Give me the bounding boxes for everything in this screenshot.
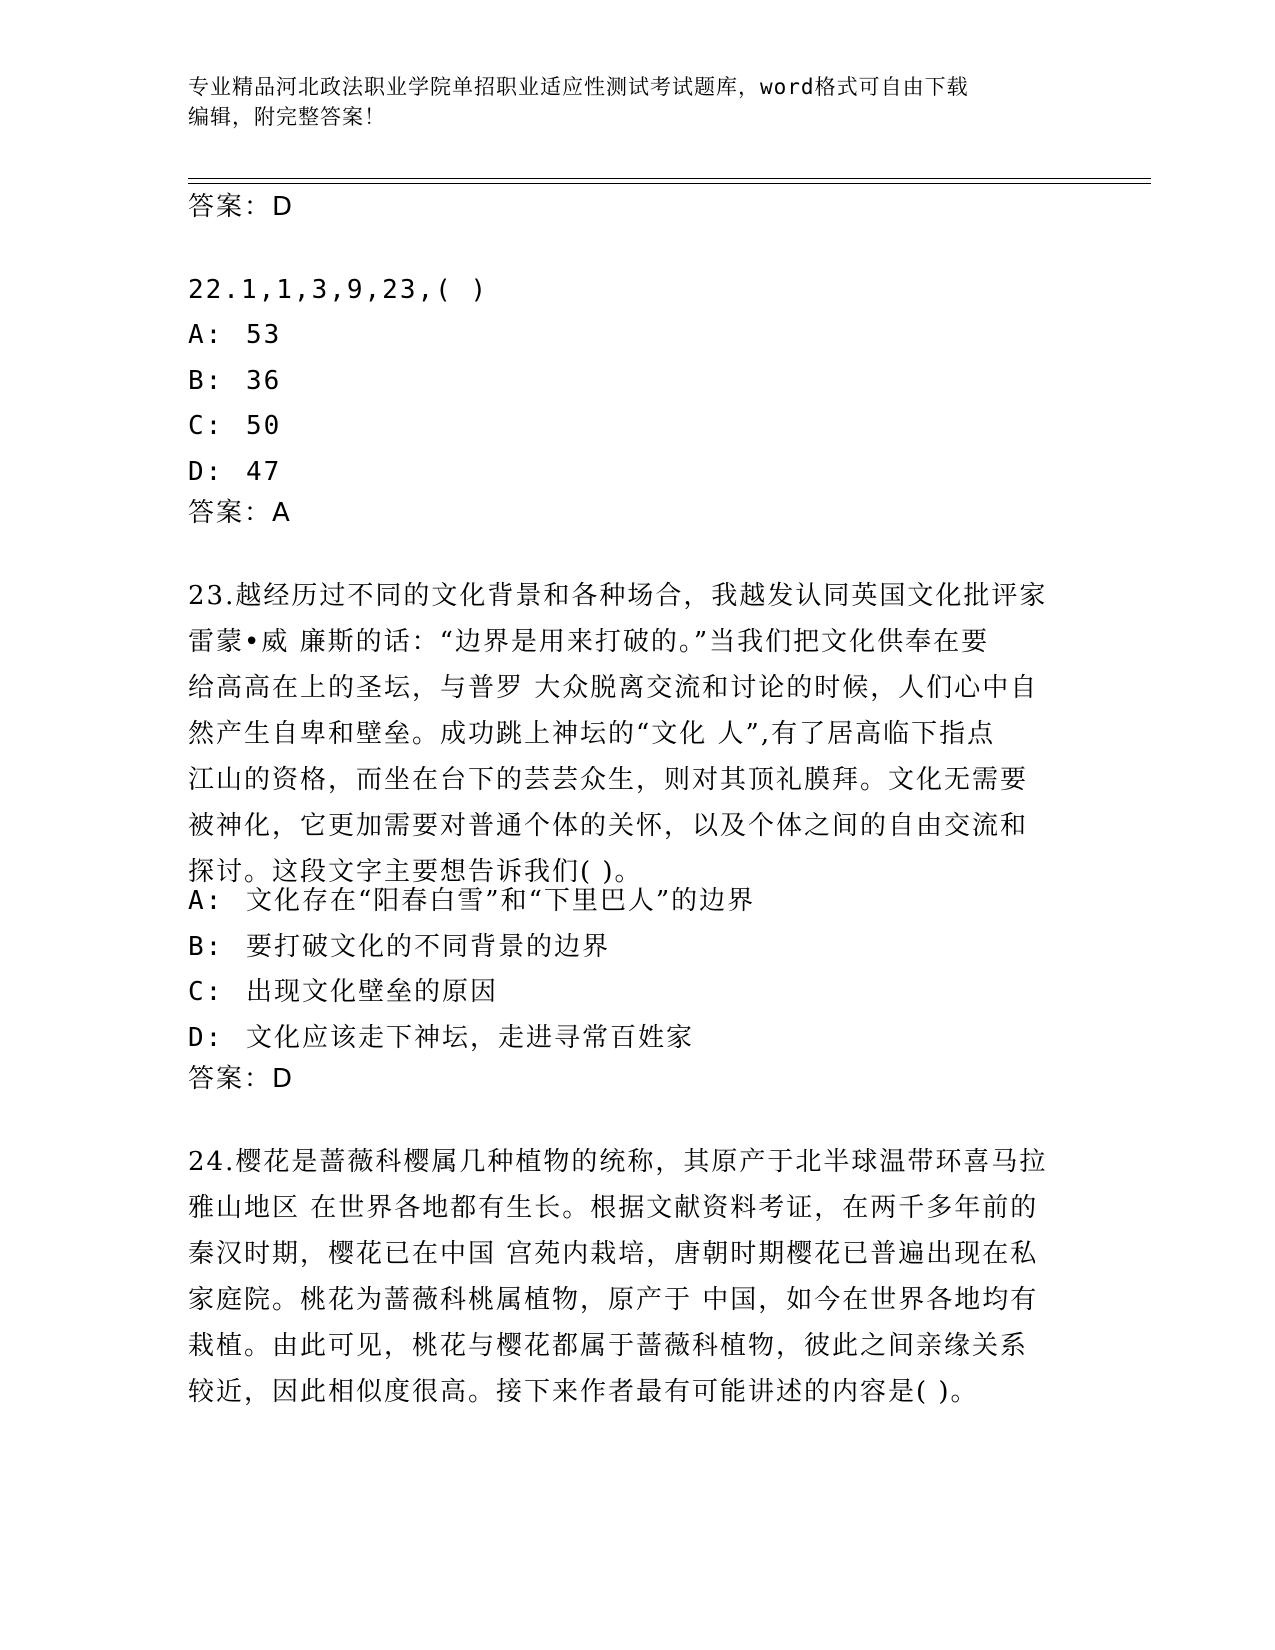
option-key: D: [188, 456, 224, 487]
question-23-line: 然产生自卑和壁垒。成功跳上神坛的“文化 人”,有了居高临下指点 [188, 719, 996, 749]
question-23-line: 给高高在上的圣坛，与普罗 大众脱离交流和讨论的时候，人们心中自 [188, 673, 1039, 703]
question-23-line: 23.越经历过不同的文化背景和各种场合，我越发认同英国文化批评家 [188, 581, 1048, 611]
option-text: 47 [246, 456, 282, 487]
question-22-answer: 答案：A [188, 498, 292, 528]
question-23-options [188, 879, 1068, 1061]
question-24-line: 栽植。由此可见，桃花与樱花都属于蔷薇科植物，彼此之间亲缘关系 [188, 1331, 1029, 1361]
question-22-option-b [188, 359, 1068, 405]
option-text: 53 [246, 320, 282, 350]
question-23-option-a [188, 879, 1068, 925]
header-divider-bottom [188, 183, 1151, 184]
question-23-option-d [188, 1016, 1068, 1062]
option-text: 50 [246, 411, 282, 441]
header-divider-top [188, 178, 1151, 179]
header-line-1: 专业精品河北政法职业学院单招职业适应性测试考试题库，word格式可自由下载 [188, 75, 969, 99]
header-line-2: 编辑，附完整答案！ [188, 105, 386, 129]
question-24-stem [188, 1139, 1068, 1415]
question-22-option-a [188, 313, 1068, 359]
question-23-option-c [188, 970, 1068, 1016]
question-23-answer: 答案：D [188, 1064, 295, 1094]
answer-previous: 答案：D [188, 192, 295, 222]
question-24-line: 家庭院。桃花为蔷薇科桃属植物，原产于 中国，如今在世界各地均有 [188, 1285, 1039, 1315]
option-key: B: [188, 365, 224, 396]
question-22-option-d [188, 450, 1068, 496]
question-22-options [188, 313, 1068, 495]
question-24-line: 较近，因此相似度很高。接下来作者最有可能讲述的内容是( )。 [188, 1377, 979, 1407]
question-24-line: 雅山地区 在世界各地都有生长。根据文献资料考证，在两千多年前的 [188, 1193, 1039, 1223]
question-22-option-c [188, 404, 1068, 450]
question-22-stem: 22.1,1,3,9,23,( ) [188, 275, 489, 305]
question-24-line: 24.樱花是蔷薇科樱属几种植物的统称，其原产于北半球温带环喜马拉 [188, 1147, 1048, 1177]
page-header [188, 72, 1068, 132]
option-text: 36 [246, 365, 282, 396]
option-key: A: [188, 320, 224, 350]
question-23-line: 雷蒙•威 廉斯的话：“边界是用来打破的。”当我们把文化供奉在要 [188, 627, 990, 657]
option-text: 要打破文化的不同背景的边界 [246, 931, 611, 962]
question-23-stem [188, 573, 1068, 895]
option-text: 出现文化壁垒的原因 [246, 977, 499, 1007]
question-23-line: 江山的资格，而坐在台下的芸芸众生，则对其顶礼膜拜。文化无需要 [188, 765, 1029, 795]
question-23-option-b [188, 925, 1068, 971]
question-23-line: 探讨。这段文字主要想告诉我们( )。 [188, 857, 643, 887]
question-24-line: 秦汉时期，樱花已在中国 宫苑内栽培，唐朝时期樱花已普遍出现在私 [188, 1239, 1039, 1269]
option-key: C: [188, 977, 224, 1007]
option-key: D: [188, 1022, 224, 1053]
option-key: A: [188, 886, 224, 916]
option-key: C: [188, 411, 224, 441]
option-key: B: [188, 931, 224, 962]
question-23-line: 被神化，它更加需要对普通个体的关怀，以及个体之间的自由交流和 [188, 811, 1029, 841]
option-text: 文化应该走下神坛，走进寻常百姓家 [246, 1022, 695, 1053]
option-text: 文化存在“阳春白雪”和“下里巴人”的边界 [246, 886, 756, 916]
